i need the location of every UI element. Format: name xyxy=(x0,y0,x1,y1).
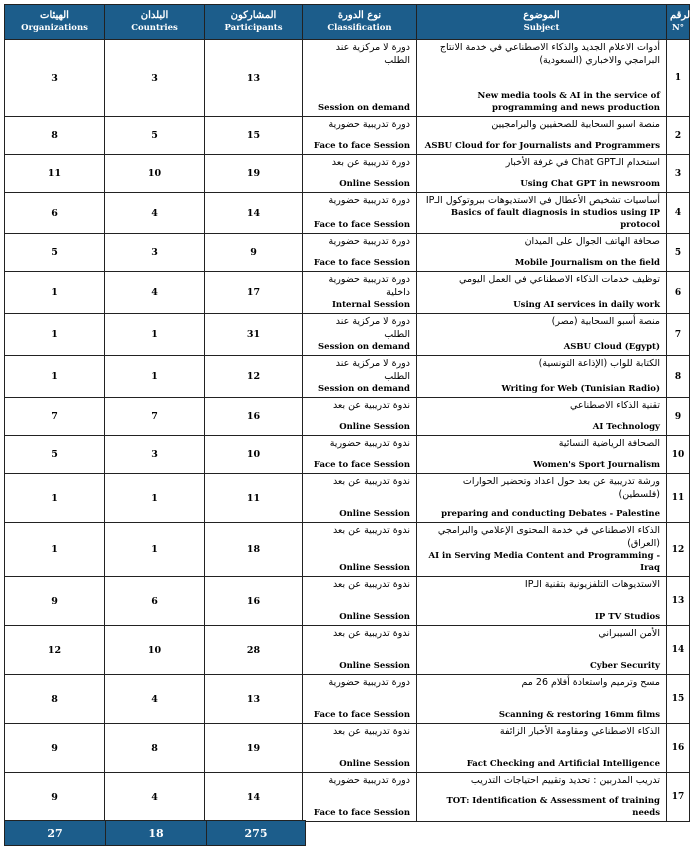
totals-table xyxy=(4,820,306,846)
classification-ar: ندوة تدريبية عن بعد xyxy=(332,579,410,590)
subject-cell xyxy=(417,272,667,314)
classification-ar: دورة لا مركزية عند الطلب xyxy=(335,42,410,66)
classification-cell xyxy=(303,577,417,626)
subject-cell xyxy=(417,40,667,117)
subject-en: New media tools & AI in the service of programming and news production xyxy=(477,91,660,113)
classification-cell xyxy=(303,272,417,314)
participants-cell: 17 xyxy=(205,272,303,314)
classification-cell xyxy=(303,193,417,234)
countries-cell: 3 xyxy=(105,436,205,474)
subject-ar: منصة أسبو السحابية (مصر) xyxy=(551,316,660,327)
table-row xyxy=(5,117,690,155)
participants-cell: 31 xyxy=(205,314,303,356)
subject-ar: منصة اسبو السحابية للصحفيين والبرامجيين xyxy=(491,119,660,130)
row-number: 15 xyxy=(667,675,690,724)
countries-cell: 5 xyxy=(105,117,205,155)
classification-en: Online Session xyxy=(339,509,410,519)
countries-cell: 4 xyxy=(105,193,205,234)
subject-ar: ورشة تدريبية عن بعد حول اعداد وتحضير الحوارات (فلسطين) xyxy=(462,476,660,500)
organizations-cell: 6 xyxy=(5,193,105,234)
subject-cell xyxy=(417,356,667,398)
training-sessions-table xyxy=(4,4,693,822)
classification-ar: دورة تدريبية حضورية xyxy=(328,236,410,247)
countries-cell: 6 xyxy=(105,577,205,626)
subject-en: Basics of fault diagnosis in studios using IP protocol xyxy=(450,208,660,230)
classification-ar: دورة تدريبية حضورية xyxy=(328,195,410,206)
subject-cell xyxy=(417,675,667,724)
classification-cell xyxy=(303,474,417,523)
subject-en: Using AI services in daily work xyxy=(513,300,660,310)
classification-en: Session on demand xyxy=(318,384,410,394)
organizations-cell: 1 xyxy=(5,523,105,577)
subject-en: TOT: Identification & Assessment of training needs xyxy=(446,796,660,818)
subject-ar: أدوات الاعلام الجديد والذكاء الاصطناعي في خدمة الانتاج البرامجي والاخباري (السعودية) xyxy=(439,42,660,66)
classification-cell xyxy=(303,523,417,577)
classification-cell xyxy=(303,155,417,193)
row-number: 17 xyxy=(667,773,690,822)
header-classification: نوع الدورة Classification xyxy=(303,5,417,40)
classification-en: Face to face Session xyxy=(313,808,410,818)
participants-cell: 9 xyxy=(205,234,303,272)
header-countries: البلدان Countries xyxy=(105,5,205,40)
organizations-cell: 7 xyxy=(5,398,105,436)
total-participants: 275 xyxy=(207,821,306,846)
classification-en: Online Session xyxy=(339,563,410,573)
subject-ar: مسح وترميم واستعادة أفلام 26 مم xyxy=(521,677,660,688)
subject-ar: الذكاء الاصطناعي في خدمة المحتوى الإعلامي والبرامجي (العراق) xyxy=(437,525,660,549)
organizations-cell: 5 xyxy=(5,436,105,474)
countries-cell: 3 xyxy=(105,234,205,272)
subject-en: preparing and conducting Debates - Palestine xyxy=(441,509,660,519)
classification-ar: ندوة تدريبية عن بعد xyxy=(332,726,410,737)
table-row xyxy=(5,314,690,356)
table-row xyxy=(5,234,690,272)
classification-cell xyxy=(303,234,417,272)
subject-ar: الأمن السيبراني xyxy=(598,628,660,639)
subject-ar: صحافة الهاتف الجوال على الميدان xyxy=(524,236,660,247)
header-number: الرقم N° xyxy=(667,5,690,40)
subject-en: Women's Sport Journalism xyxy=(533,460,660,470)
organizations-cell: 12 xyxy=(5,626,105,675)
classification-en: Online Session xyxy=(339,179,410,189)
participants-cell: 11 xyxy=(205,474,303,523)
subject-cell xyxy=(417,773,667,822)
classification-ar: دورة لا مركزية عند الطلب xyxy=(335,316,410,340)
row-number: 2 xyxy=(667,117,690,155)
table-row xyxy=(5,272,690,314)
participants-cell: 28 xyxy=(205,626,303,675)
row-number: 13 xyxy=(667,577,690,626)
classification-ar: ندوة تدريبية عن بعد xyxy=(332,525,410,536)
header-participants: المشاركون Participants xyxy=(205,5,303,40)
participants-cell: 18 xyxy=(205,523,303,577)
participants-cell: 19 xyxy=(205,724,303,773)
organizations-cell: 1 xyxy=(5,272,105,314)
organizations-cell: 8 xyxy=(5,675,105,724)
classification-en: Face to face Session xyxy=(313,220,410,230)
organizations-cell: 3 xyxy=(5,40,105,117)
subject-ar: تدريب المدربين : تحديد وتقييم احتياجات التدريب xyxy=(470,775,660,786)
subject-ar: استخدام الـChat GPT في غرفة الأخبار xyxy=(505,157,660,168)
countries-cell: 4 xyxy=(105,773,205,822)
organizations-cell: 11 xyxy=(5,155,105,193)
subject-ar: الذكاء الاصطناعي ومقاومة الأخبار الزائفة xyxy=(499,726,660,737)
header-subject: الموضوع Subject xyxy=(417,5,667,40)
participants-cell: 16 xyxy=(205,577,303,626)
classification-ar: دورة تدريبية حضورية xyxy=(328,775,410,786)
subject-ar: الاستديوهات التلفزيونية بتقنية الـIP xyxy=(524,579,660,590)
classification-en: Internal Session xyxy=(331,300,410,310)
row-number: 6 xyxy=(667,272,690,314)
classification-cell xyxy=(303,314,417,356)
participants-cell: 13 xyxy=(205,40,303,117)
subject-en: Writing for Web (Tunisian Radio) xyxy=(501,384,660,394)
classification-cell xyxy=(303,626,417,675)
countries-cell: 1 xyxy=(105,356,205,398)
classification-cell xyxy=(303,773,417,822)
row-number: 16 xyxy=(667,724,690,773)
subject-ar: الصحافة الرياضية النسائية xyxy=(558,438,660,449)
classification-en: Session on demand xyxy=(318,103,410,113)
classification-cell xyxy=(303,356,417,398)
classification-en: Online Session xyxy=(339,759,410,769)
subject-ar: الكتابة للواب (الإذاعة التونسية) xyxy=(538,358,660,369)
organizations-cell: 8 xyxy=(5,117,105,155)
subject-en: ASBU Cloud (Egypt) xyxy=(563,342,660,352)
totals-row xyxy=(5,821,306,846)
subject-ar: أساسيات تشخيص الأعطال في الاستديوهات ببروتوكول الـIP xyxy=(425,195,660,206)
table-row xyxy=(5,773,690,822)
participants-cell: 19 xyxy=(205,155,303,193)
subject-en: Using Chat GPT in newsroom xyxy=(520,179,660,189)
subject-en: AI in Serving Media Content and Programming - Iraq xyxy=(428,551,660,573)
subject-cell xyxy=(417,523,667,577)
subject-en: AI Technology xyxy=(592,422,660,432)
table-row xyxy=(5,193,690,234)
classification-ar: دورة تدريبية حضورية داخلية xyxy=(328,274,410,298)
countries-cell: 10 xyxy=(105,626,205,675)
total-organizations: 27 xyxy=(5,821,106,846)
subject-cell xyxy=(417,117,667,155)
row-number: 1 xyxy=(667,40,690,117)
subject-en: Cyber Security xyxy=(590,661,660,671)
header-organizations: الهيئات Organizations xyxy=(5,5,105,40)
classification-ar: دورة لا مركزية عند الطلب xyxy=(335,358,410,382)
table-row xyxy=(5,398,690,436)
classification-ar: ندوة تدريبية حضورية xyxy=(329,438,410,449)
organizations-cell: 9 xyxy=(5,577,105,626)
subject-cell xyxy=(417,193,667,234)
row-number: 11 xyxy=(667,474,690,523)
subject-cell xyxy=(417,314,667,356)
participants-cell: 10 xyxy=(205,436,303,474)
participants-cell: 12 xyxy=(205,356,303,398)
countries-cell: 10 xyxy=(105,155,205,193)
table-row xyxy=(5,577,690,626)
subject-cell xyxy=(417,474,667,523)
subject-en: Scanning & restoring 16mm films xyxy=(498,710,660,720)
classification-ar: دورة تدريبية عن بعد xyxy=(331,157,410,168)
classification-cell xyxy=(303,675,417,724)
subject-cell xyxy=(417,724,667,773)
row-number: 10 xyxy=(667,436,690,474)
total-countries: 18 xyxy=(106,821,207,846)
countries-cell: 3 xyxy=(105,40,205,117)
table-row xyxy=(5,523,690,577)
countries-cell: 7 xyxy=(105,398,205,436)
participants-cell: 14 xyxy=(205,773,303,822)
classification-ar: دورة تدريبية حضورية xyxy=(328,119,410,130)
classification-en: Online Session xyxy=(339,661,410,671)
row-number: 12 xyxy=(667,523,690,577)
table-row xyxy=(5,436,690,474)
header-row xyxy=(5,5,690,40)
countries-cell: 1 xyxy=(105,523,205,577)
subject-cell xyxy=(417,234,667,272)
classification-en: Online Session xyxy=(339,612,410,622)
table-row xyxy=(5,724,690,773)
subject-cell xyxy=(417,155,667,193)
subject-en: IP TV Studios xyxy=(594,612,660,622)
table-row xyxy=(5,155,690,193)
classification-ar: ندوة تدريبية عن بعد xyxy=(332,628,410,639)
classification-ar: ندوة تدريبية عن بعد xyxy=(332,476,410,487)
classification-ar: ندوة تدريبية عن بعد xyxy=(332,400,410,411)
classification-en: Face to face Session xyxy=(313,460,410,470)
subject-cell xyxy=(417,577,667,626)
countries-cell: 1 xyxy=(105,474,205,523)
countries-cell: 4 xyxy=(105,675,205,724)
organizations-cell: 9 xyxy=(5,724,105,773)
countries-cell: 1 xyxy=(105,314,205,356)
classification-en: Face to face Session xyxy=(313,258,410,268)
subject-cell xyxy=(417,436,667,474)
subject-en: Fact Checking and Artificial Intelligence xyxy=(466,759,660,769)
organizations-cell: 1 xyxy=(5,314,105,356)
row-number: 4 xyxy=(667,193,690,234)
table-row xyxy=(5,675,690,724)
classification-cell xyxy=(303,724,417,773)
row-number: 3 xyxy=(667,155,690,193)
subject-en: ASBU Cloud for for Journalists and Programmers xyxy=(424,141,660,151)
table-row xyxy=(5,626,690,675)
classification-cell xyxy=(303,398,417,436)
classification-cell xyxy=(303,436,417,474)
organizations-cell: 9 xyxy=(5,773,105,822)
row-number: 7 xyxy=(667,314,690,356)
subject-cell xyxy=(417,626,667,675)
participants-cell: 14 xyxy=(205,193,303,234)
classification-en: Session on demand xyxy=(318,342,410,352)
table-row xyxy=(5,356,690,398)
countries-cell: 4 xyxy=(105,272,205,314)
classification-en: Face to face Session xyxy=(313,710,410,720)
classification-ar: دورة تدريبية حضورية xyxy=(328,677,410,688)
classification-cell xyxy=(303,117,417,155)
participants-cell: 13 xyxy=(205,675,303,724)
organizations-cell: 1 xyxy=(5,356,105,398)
row-number: 9 xyxy=(667,398,690,436)
subject-cell xyxy=(417,398,667,436)
subject-ar: تقنية الذكاء الاصطناعي xyxy=(570,400,660,411)
row-number: 5 xyxy=(667,234,690,272)
subject-ar: توظيف خدمات الذكاء الاصطناعي في العمل اليومي xyxy=(459,274,660,285)
participants-cell: 15 xyxy=(205,117,303,155)
classification-en: Face to face Session xyxy=(313,141,410,151)
table-row xyxy=(5,474,690,523)
classification-en: Online Session xyxy=(339,422,410,432)
table-row xyxy=(5,40,690,117)
participants-cell: 16 xyxy=(205,398,303,436)
organizations-cell: 1 xyxy=(5,474,105,523)
organizations-cell: 5 xyxy=(5,234,105,272)
subject-en: Mobile Journalism on the field xyxy=(514,258,660,268)
countries-cell: 8 xyxy=(105,724,205,773)
classification-cell xyxy=(303,40,417,117)
table-body xyxy=(5,40,690,822)
row-number: 14 xyxy=(667,626,690,675)
row-number: 8 xyxy=(667,356,690,398)
